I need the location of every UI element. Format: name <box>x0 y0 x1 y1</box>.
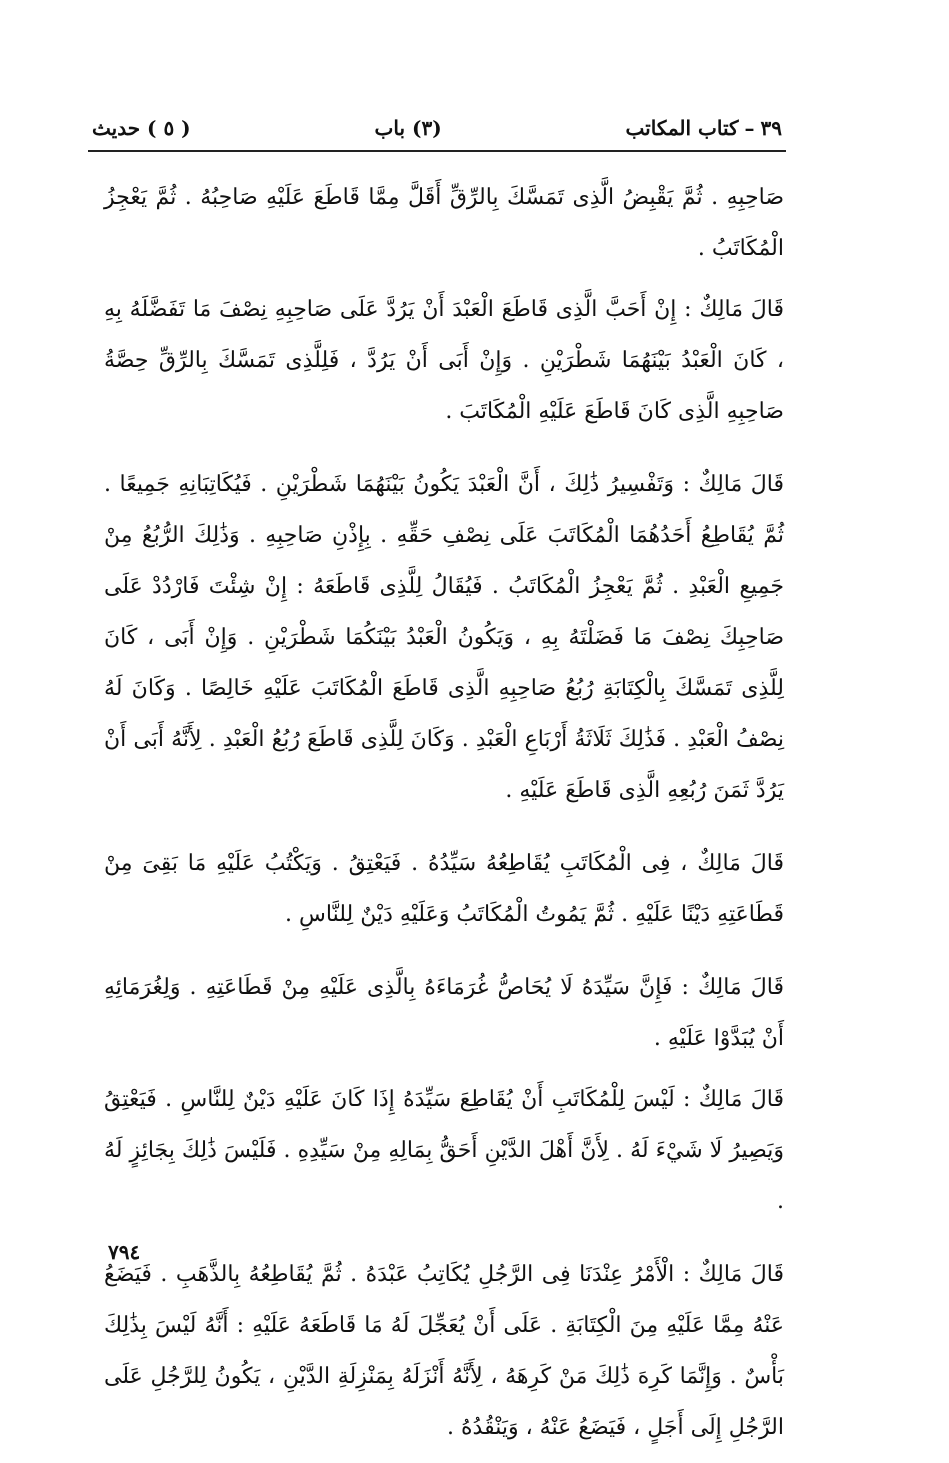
paragraph: قَالَ مَالِكٌ : إِنْ أَحَبَّ الَّذِى قَاطَعَ الْعَبْدَ أَنْ يَرُدَّ عَلَى صَاحِبِهِ نِصْفَ مَا تَفَضَّلَهُ بِهِ ، كَانَ الْعَبْدُ بَيْنَهُمَا شَطْرَيْنِ . وَإِنْ أَبَى أَنْ يَرُدَّ ، فَلِلَّذِى تَمَسَّكَ بِالرِّقِّ حِصَّةُ صَاحِبِهِ الَّذِى كَانَ قَاطَعَ عَلَيْهِ الْمُكَاتَبَ . <box>104 297 784 424</box>
header-hadith: ( ٥ ) حديث <box>92 116 191 140</box>
header-book-title: كتاب المكاتب <box>625 116 739 140</box>
paragraph: قَالَ مَالِكٌ : لَيْسَ لِلْمُكَاتَبِ أَنْ يُقَاطِعَ سَيِّدَهُ إِذَا كَانَ عَلَيْهِ دَيْنٌ لِلنَّاسِ . فَيَعْتِقُ وَيَصِيرُ لَا شَيْءَ لَهُ . لِأَنَّ أَهْلَ الدَّيْنِ أَحَقُّ بِمَالِهِ مِنْ سَيِّدِهِ . فَلَيْسَ ذَٰلِكَ بِجَائِزٍ لَهُ . <box>104 1087 784 1214</box>
paragraph: قَالَ مَالِكٌ : فَإِنَّ سَيِّدَهُ لَا يُحَاصُّ غُرَمَاءَهُ بِالَّذِى عَلَيْهِ مِنْ قَطَاعَتِهِ . وَلِغُرَمَائِهِ أَنْ يُبَدَّوْا عَلَيْهِ . <box>104 975 784 1051</box>
running-header <box>92 108 782 148</box>
paragraph: قَالَ مَالِكٌ ، فِى الْمُكَاتَبِ يُقَاطِعُهُ سَيِّدُهُ . فَيَعْتِقُ . وَيَكْتُبُ عَلَيْهِ مَا بَقِىَ مِنْ قَطَاعَتِهِ دَيْنًا عَلَيْهِ . ثُمَّ يَمُوتُ الْمُكَاتَبُ وَعَلَيْهِ دَيْنٌ لِلنَّاسِ . <box>104 851 784 927</box>
paragraph: صَاحِبِهِ . ثُمَّ يَقْبِضُ الَّذِى تَمَسَّكَ بِالرِّقِّ أَقَلَّ مِمَّا قَاطَعَ عَلَيْهِ صَاحِبُهُ . ثُمَّ يَعْجِزُ الْمُكَاتَبُ . <box>104 185 784 261</box>
header-book-group <box>626 116 782 140</box>
header-page-number: ٣٩ <box>760 116 782 140</box>
paragraph: قَالَ مَالِكٌ : الْأَمْرُ عِنْدَنَا فِى الرَّجُلِ يُكَاتِبُ عَبْدَهُ . ثُمَّ يُقَاطِعُهُ بِالذَّهَبِ . فَيَضَعُ عَنْهُ مِمَّا عَلَيْهِ مِنَ الْكِتَابَةِ . عَلَى أَنْ يُعَجِّلَ لَهُ مَا قَاطَعَهُ عَلَيْهِ : أَنَّهُ لَيْسَ بِذَٰلِكَ بَأْسٌ . وَإِنَّمَا كَرِهَ ذَٰلِكَ مَنْ كَرِهَهُ ، لِأَنَّهُ أَنْزَلَهُ بِمَنْزِلَةِ الدَّيْنِ ، يَكُونُ لِلرَّجُلِ عَلَى الرَّجُلِ إِلَى أَجَلٍ ، فَيَضَعُ عَنْهُ ، وَيَنْقُدُهُ . <box>104 1262 784 1440</box>
paragraph: قَالَ مَالِكٌ : وَتَفْسِيرُ ذَٰلِكَ ، أَنَّ الْعَبْدَ يَكُونُ بَيْنَهُمَا شَطْرَيْنِ . فَيُكَاتِبَانِهِ جَمِيعًا . ثُمَّ يُقَاطِعُ أَحَدُهُمَا الْمُكَاتَبَ عَلَى نِصْفِ حَقِّهِ . بِإِذْنِ صَاحِبِهِ . وَذَٰلِكَ الرُّبُعُ مِنْ جَمِيعِ الْعَبْدِ . ثُمَّ يَعْجِزُ الْمُكَاتَبُ . فَيُقَالُ لِلَّذِى قَاطَعَهُ : إِنْ شِئْتَ فَارْدُدْ عَلَى صَاحِبِكَ نِصْفَ مَا فَضَلْتَهُ بِهِ ، وَيَكُونُ الْعَبْدُ بَيْنَكُمَا شَطْرَيْنِ . وَإِنْ أَبَى ، كَانَ لِلَّذِى تَمَسَّكَ بِالْكِتَابَةِ رُبُعُ صَاحِبِهِ الَّذِى قَاطَعَ الْمُكَاتَبَ عَلَيْهِ خَالِصًا . وَكَانَ لَهُ نِصْفُ الْعَبْدِ . فَذَٰلِكَ ثَلَاثَةُ أَرْبَاعِ الْعَبْدِ . وَكَانَ لِلَّذِى قَاطَعَ رُبُعُ الْعَبْدِ . لِأَنَّهُ أَبَى أَنْ يَرُدَّ ثَمَنَ رُبُعِهِ الَّذِى قَاطَعَ عَلَيْهِ . <box>104 472 784 803</box>
body-text <box>104 172 784 1463</box>
header-dash: – <box>744 116 755 140</box>
header-rule <box>88 150 786 152</box>
header-chapter: (٣) باب <box>374 116 442 140</box>
footer-page-number: ٧٩٤ <box>108 1240 141 1264</box>
